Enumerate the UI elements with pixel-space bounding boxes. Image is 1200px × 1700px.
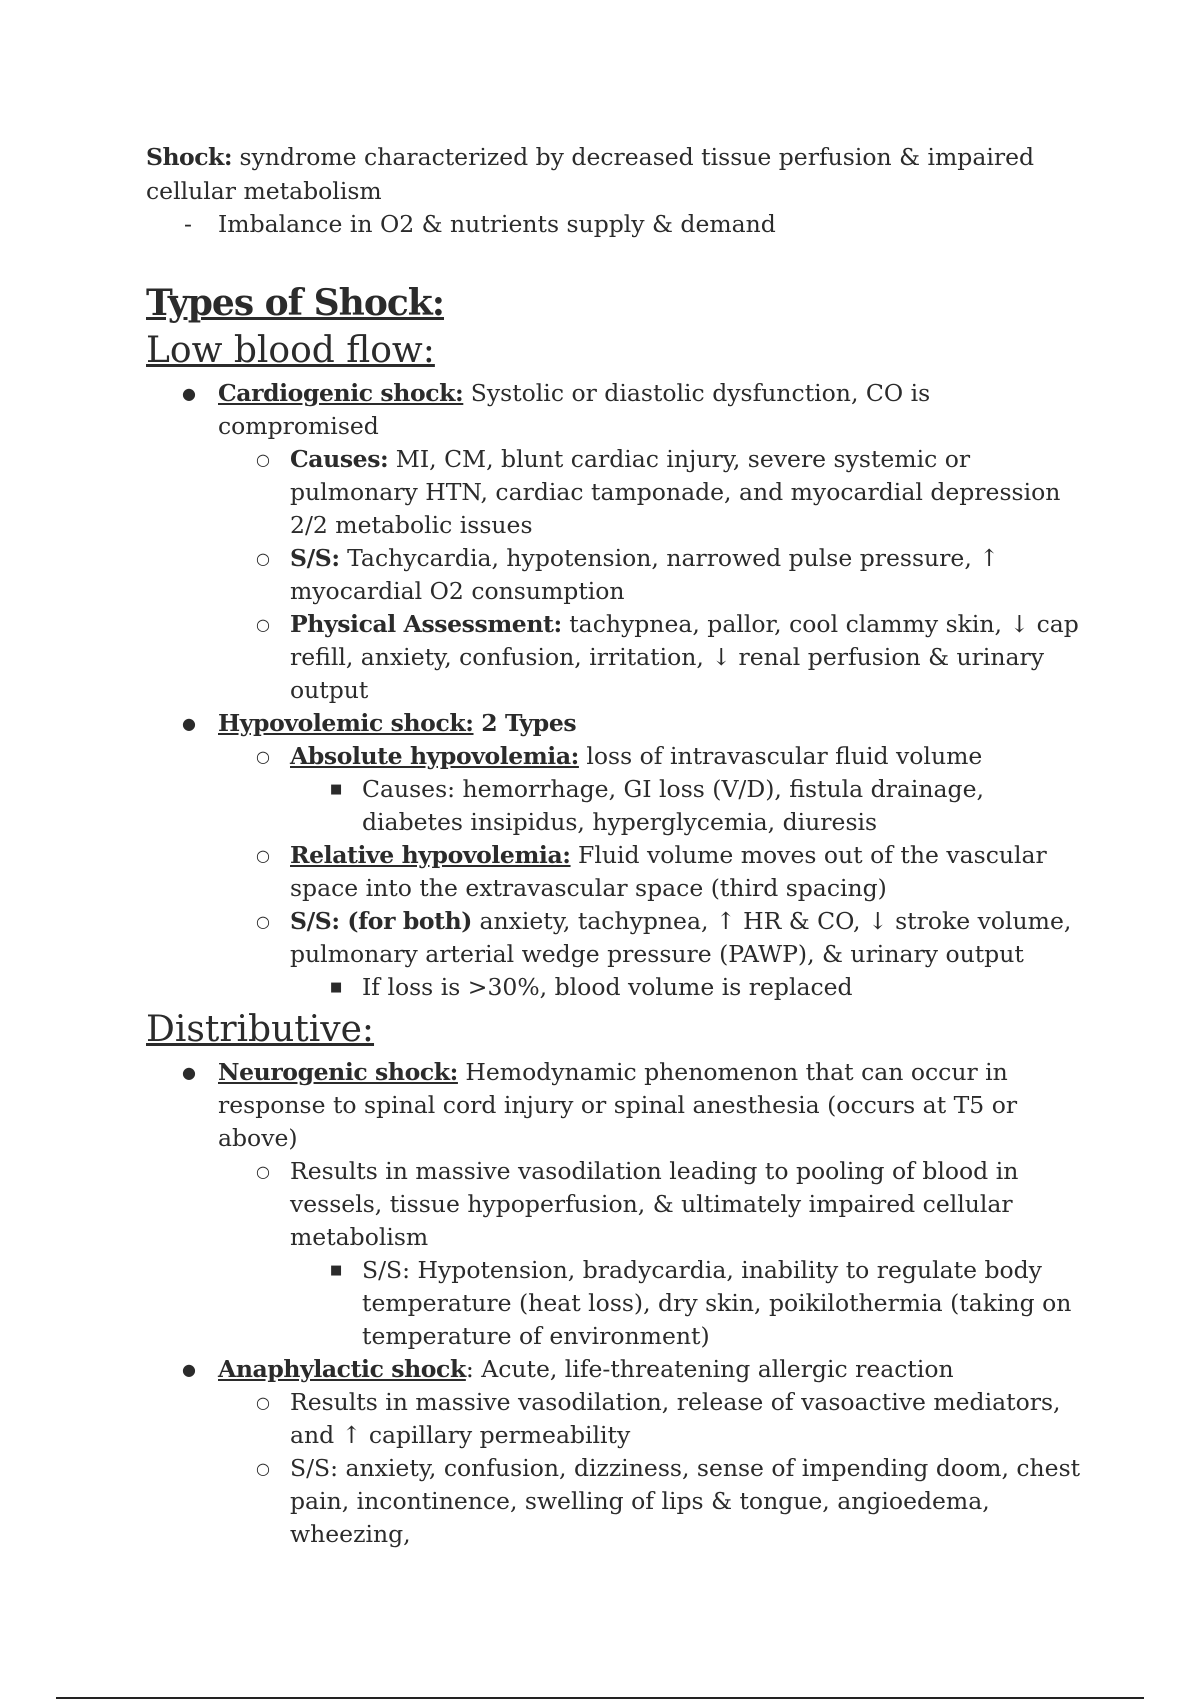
anaphylactic-item [218,1353,1086,1551]
hypovolemic-item [218,707,1086,1004]
neurogenic-item [218,1056,1086,1353]
intro-definition: syndrome characterized by decreased tissue perfusion & impaired cellular metabolism [146,143,1035,205]
hypovolemic-term: Hypovolemic shock: [218,709,474,737]
anaphylactic-result: ○ Results in massive vasodilation, release of vasoactive mediators, and ↑ capillary permeability [290,1386,1086,1452]
cardiogenic-term: Cardiogenic shock: [218,379,464,407]
anaphylactic-term: Anaphylactic shock [218,1355,466,1383]
intro-term: Shock: [146,143,232,171]
neurogenic-result-text: Results in massive vasodilation leading to pooling of blood in vessels, tissue hypoperfusion, & ultimately impaired cellular metabolism [290,1157,1019,1251]
intro-paragraph [146,140,1086,208]
anaphylactic-sublist [290,1386,1086,1551]
cardiogenic-text: Systolic or diastolic dysfunction, CO is compromised [218,379,931,440]
relative-label: Relative hypovolemia: [290,841,571,869]
hypovolemic-text: 2 Types [473,709,577,737]
neurogenic-term: Neurogenic shock: [218,1058,458,1086]
page-bottom-rule [56,1697,1144,1699]
neurogenic-ss-sublist [362,1254,1086,1353]
intro-sublist [218,208,1086,241]
cardiogenic-ss [290,542,1086,608]
hypo-ss-label: S/S: (for both) [290,907,473,935]
page-title: Types of Shock: [146,282,444,324]
assessment-label: Physical Assessment: [290,610,562,638]
low-flow-list [218,377,1086,1004]
assessment-text: tachypnea, pallor, cool clammy skin, ↓ cap refill, anxiety, confusion, irritation, ↓ renal perfusion & urinary output [290,610,1079,704]
neurogenic-ss: ■ S/S: Hypotension, bradycardia, inability to regulate body temperature (heat loss), dry skin, poikilothermia (taking on temperature of environment) [362,1254,1086,1353]
ss-text: Tachycardia, hypotension, narrowed pulse pressure, ↑ myocardial O2 consumption [290,544,999,605]
absolute-label: Absolute hypovolemia: [290,742,579,770]
neurogenic-text: Hemodynamic phenomenon that can occur in response to spinal cord injury or spinal anesthesia (occurs at T5 or above) [218,1058,1018,1152]
cardiogenic-causes [290,443,1086,542]
document-page [146,140,1086,1551]
neurogenic-sublist [290,1155,1086,1353]
relative-hypovolemia [290,839,1086,905]
distributive-list [218,1056,1086,1551]
cardiogenic-assessment [290,608,1086,707]
hypo-ss-text: anxiety, tachypnea, ↑ HR & CO, ↓ stroke volume, pulmonary arterial wedge pressure (PAWP), & urinary output [290,907,1072,968]
absolute-sublist [362,773,1086,839]
hypovolemic-ss [290,905,1086,1004]
hypo-ss-sublist [362,971,1086,1004]
absolute-hypovolemia [290,740,1086,839]
anaphylactic-text: : Acute, life-threatening allergic reaction [465,1355,954,1383]
cardiogenic-sublist [290,443,1086,707]
anaphylactic-ss: ○ S/S: anxiety, confusion, dizziness, sense of impending doom, chest pain, incontinence, swelling of lips & tongue, angioedema, wheezing, [290,1452,1086,1551]
relative-text: Fluid volume moves out of the vascular space into the extravascular space (third spacing) [290,841,1047,902]
intro-sub-item: - Imbalance in O2 & nutrients supply & demand [218,208,1086,241]
loss-note: ■ If loss is >30%, blood volume is replaced [362,971,1086,1004]
hypovolemic-sublist [290,740,1086,1004]
section-low-blood-flow: Low blood flow: [146,330,435,371]
absolute-text: loss of intravascular fluid volume [578,742,983,770]
neurogenic-result [290,1155,1086,1353]
causes-text: MI, CM, blunt cardiac injury, severe systemic or pulmonary HTN, cardiac tamponade, and myocardial depression 2/2 metabolic issues [290,445,1061,539]
causes-label: Causes: [290,445,389,473]
section-distributive: Distributive: [146,1009,375,1050]
ss-label: S/S: [290,544,340,572]
cardiogenic-item [218,377,1086,707]
absolute-causes: ■ Causes: hemorrhage, GI loss (V/D), fistula drainage, diabetes insipidus, hyperglycemia, diuresis [362,773,1086,839]
